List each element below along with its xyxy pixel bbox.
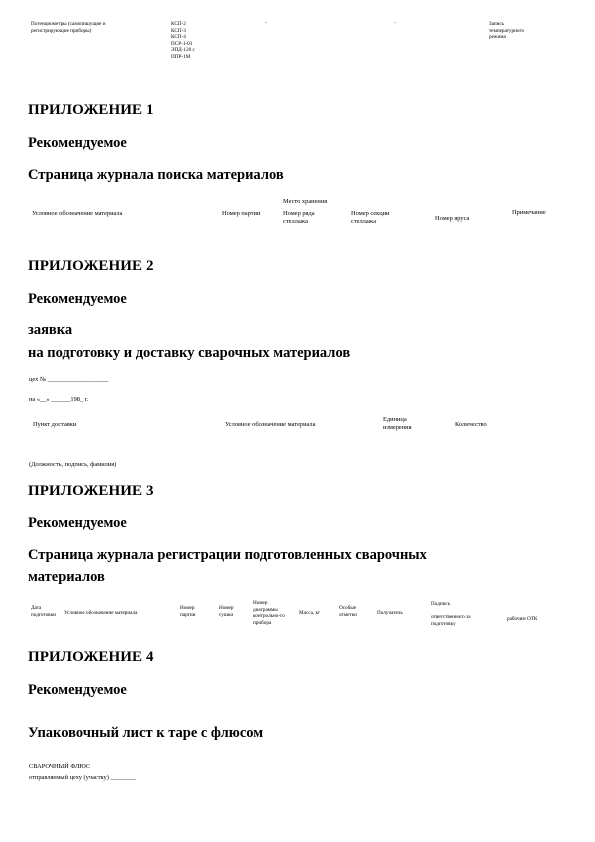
app1-col-tier: Номер яруса [435,215,470,222]
app3-col-diagram-line: контрольно-го [253,613,285,620]
app3-col-batch-line: Номер [180,605,195,611]
app3-col-signature [431,601,471,627]
app3-col-signature-line: Подпись [431,601,451,607]
app1-title: Страница журнала поиска материалов [28,167,284,183]
app2-title-line-1: заявка [28,322,73,338]
app2-col-quantity: Количество [455,421,487,428]
app3-col-diagram-line: диаграммы [253,606,278,613]
app1-col-batch: Номер партии [222,210,261,217]
top-col-dash-2: - [394,20,396,26]
top-col-device [31,21,106,34]
app3-col-marks-line: Особые [339,605,357,611]
app4-shop-field: отправляемый цеху (участку) ________ [29,774,137,781]
app4-title: Упаковочный лист к таре с флюсом [28,725,264,741]
app3-recommended: Рекомендуемое [28,515,127,531]
app1-col-note: Примечание [512,209,546,216]
app3-col-otk: рабочим ОТК [507,616,538,622]
app1-heading: ПРИЛОЖЕНИЕ 1 [28,102,154,118]
top-model-item: КСП-3 [171,27,186,34]
app1-col-group-storage: Место хранения [283,198,328,205]
top-purpose-line: режима [489,34,506,41]
app1-col-section [351,210,389,226]
top-model-item: КСП-4 [171,34,186,41]
app2-recommended: Рекомендуемое [28,291,127,307]
top-model-item: ППР-1М [171,53,191,60]
app4-heading: ПРИЛОЖЕНИЕ 4 [28,649,154,665]
app2-date-field: на «__» ______198_ г. [29,396,89,403]
app2-col-material: Условное обозначение материала [225,421,316,428]
app3-col-drying [219,605,233,618]
app4-recommended: Рекомендуемое [28,682,127,698]
app4-flux-label: СВАРОЧНЫЙ ФЛЮС [29,763,91,770]
app3-col-date-line: подготовки [31,611,56,618]
app2-title-line-2: на подготовку и доставку сварочных материалов [28,345,351,361]
app3-col-batch [180,605,195,618]
top-col-purpose [489,21,524,41]
app3-col-recipient: Получатель [377,610,403,616]
app3-col-signature-line [431,608,471,615]
app3-col-marks [339,605,357,618]
top-col-device-line: регистрирующие приборы) [31,27,92,34]
app3-col-date [31,605,56,618]
app3-col-mass: Масса, кг [299,610,321,616]
app2-shop-field: цех № ___________________ [29,376,109,383]
app1-col-section-line: стеллажа [351,218,376,225]
app2-col-delivery-point: Пункт доставки [33,421,77,428]
app2-signature: (Должность, подпись, фамилия) [29,461,117,468]
app2-col-unit-line: Единица [383,416,407,423]
app3-col-diagram-line: Номер [253,600,268,606]
app3-col-date-line: Дата [31,605,42,611]
app3-col-material: Условное обозначение материала [64,610,138,616]
app3-col-marks-line: отметки [339,611,357,618]
app3-col-drying-line: Номер [219,605,234,611]
app3-title-line-2: материалов [28,569,105,585]
app1-col-row-line: стеллажа [283,218,308,225]
app2-heading: ПРИЛОЖЕНИЕ 2 [28,258,154,274]
top-col-device-line: Потенциометры (самопишущие и [31,21,106,27]
app3-col-signature-line: ответственного за [431,614,471,621]
app1-col-section-line: Номер секции [351,210,390,217]
app3-col-signature-line: подготовку [431,620,456,627]
app2-col-unit-line: измерения [383,424,412,431]
app3-col-batch-line: партии [180,611,196,618]
app3-heading: ПРИЛОЖЕНИЕ 3 [28,483,154,499]
app3-col-drying-line: сушки [219,611,234,618]
app1-col-row-line: Номер ряда [283,210,315,217]
app1-col-material: Условное обозначение материала [32,210,123,217]
app1-recommended: Рекомендуемое [28,135,127,151]
app3-col-diagram [253,600,285,626]
app2-col-unit [383,416,412,432]
top-model-item: ПСР-1-03 [171,40,193,47]
top-purpose-line: температурного [489,27,525,34]
app1-col-row [283,210,315,226]
top-model-item: КСП-2 [171,21,186,27]
top-purpose-line: Запись [489,21,505,27]
app3-title-line-1: Страница журнала регистрации подготовленных сварочных [28,547,427,563]
top-col-models [171,21,195,61]
top-col-dash-1: - [265,20,267,26]
top-model-item: ЭПД-120 с [171,47,195,54]
app3-col-diagram-line: прибора [253,619,272,626]
